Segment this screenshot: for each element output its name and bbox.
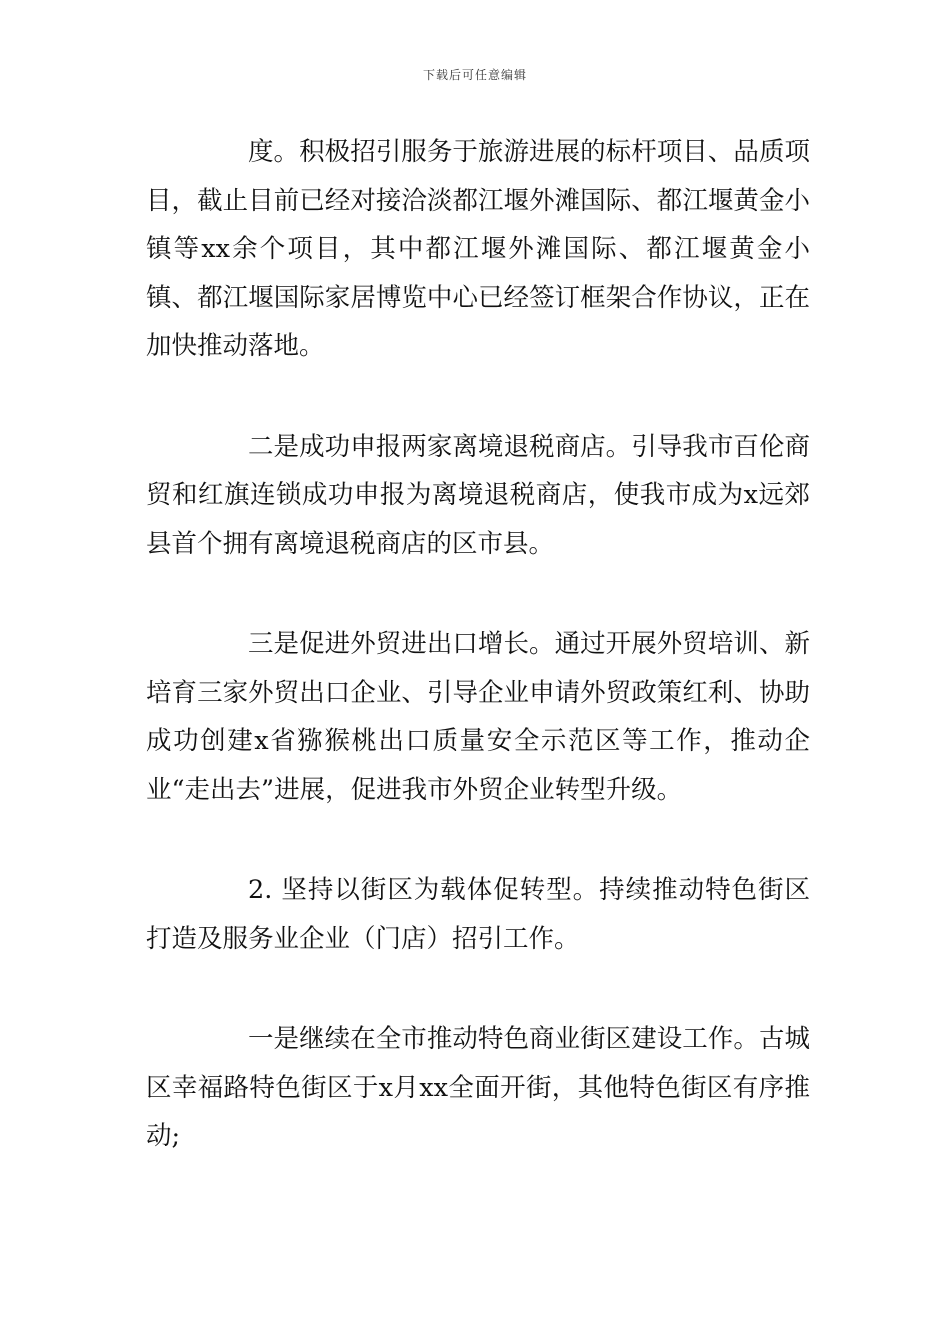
download-note: 下载后可任意编辑 <box>422 68 527 82</box>
paragraph-section-2-heading: 2. 坚持以街区为载体促转型。持续推动特色街区打造及服务业企业（门店）招引工作。 <box>146 875 810 954</box>
paragraph-continuation: 度。积极招引服务于旅游进展的标杆项目、品质项目，截止目前已经对接洽淡都江堰外滩国际、都江堰黄金小镇等xx余个项目，其中都江堰外滩国际、都江堰黄金小镇、都江堰国际家居博览中心已经签订框架合作协议，正在加快推动落地。 <box>146 137 810 361</box>
paragraph-commercial-streets: 一是继续在全市推动特色商业街区建设工作。古城区幸福路特色街区于x月xx全面开街，其他特色街区有序推动; <box>146 1024 810 1151</box>
paragraph-tax-refund-stores: 二是成功申报两家离境退税商店。引导我市百伦商贸和红旗连锁成功申报为离境退税商店，使我市成为x远郊县首个拥有离境退税商店的区市县。 <box>146 431 810 559</box>
paragraph-foreign-trade: 三是促进外贸进出口增长。通过开展外贸培训、新培育三家外贸出口企业、引导企业申请外贸政策红利、协助成功创建x省猕猴桃出口质量安全示范区等工作，推动企业“走出去”进展，促进我市外贸企业转型升级。 <box>146 629 810 805</box>
document-body <box>146 128 810 1161</box>
